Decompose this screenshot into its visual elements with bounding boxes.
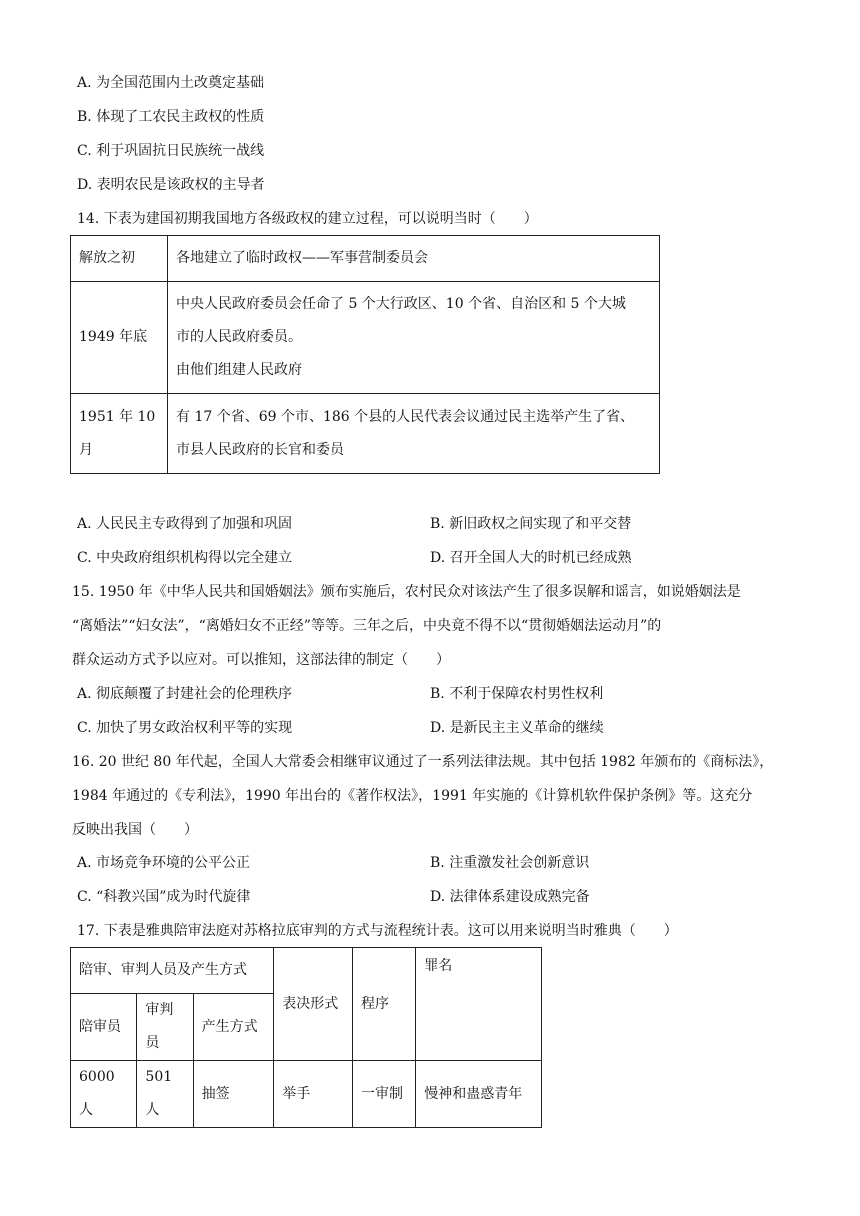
q16-stem-line1: 16. 20 世纪 80 年代起，全国人大常委会相继审议通过了一系列法律法规。其中包括 1982 年颁布的《商标法》， xyxy=(72,754,774,770)
q15-option-d: D. 是新民主主义革命的继续 xyxy=(430,720,604,736)
q17-cell-procedure: 一审制 xyxy=(352,1061,415,1128)
q14-row2-time: 1949 年底 xyxy=(71,282,168,394)
q16-stem-line3: 反映出我国（ ） xyxy=(72,822,198,838)
q16-option-d: D. 法律体系建设成熟完备 xyxy=(430,889,590,905)
q17-cell-method: 抽签 xyxy=(193,1061,274,1128)
q14-row3-line1: 有 17 个省、69 个市、186 个县的人民代表会议通过民主选举产生了省、 xyxy=(176,408,635,425)
q17-sub-judges: 审判员 xyxy=(137,994,193,1061)
q15-option-b: B. 不利于保障农村男性权利 xyxy=(430,686,604,702)
q15-stem-line3: 群众运动方式予以应对。可以推知，这部法律的制定（ ） xyxy=(72,652,450,668)
q16-option-a: A. 市场竞争环境的公平公正 xyxy=(77,855,251,871)
q17-cell-jurors: 6000 人 xyxy=(71,1061,137,1128)
q17-cell-judges: 501 人 xyxy=(137,1061,193,1128)
q14-option-d: D. 召开全国人大的时机已经成熟 xyxy=(430,550,632,566)
q17-stem: 17. 下表是雅典陪审法庭对苏格拉底审判的方式与流程统计表。这可以用来说明当时雅典（ ） xyxy=(77,923,678,939)
q17-col-vote: 表决形式 xyxy=(274,948,353,1061)
q13-option-c: C. 利于巩固抗日民族统一战线 xyxy=(77,143,265,159)
q16-option-c: C. “科教兴国”成为时代旋律 xyxy=(77,889,251,905)
q14-row3-line2: 市县人民政府的长官和委员 xyxy=(176,441,344,458)
q14-row2-line2: 市的人民政府委员。 xyxy=(176,329,302,345)
q14-option-a: A. 人民民主专政得到了加强和巩固 xyxy=(77,516,293,532)
q17-table xyxy=(70,947,542,1128)
q14-row3-time-line2: 月 xyxy=(79,441,93,458)
q14-row1-content: 各地建立了临时政权——军事营制委员会 xyxy=(168,236,660,282)
q14-table xyxy=(70,235,660,474)
q14-row3-content xyxy=(168,394,660,474)
q14-row2-line3: 由他们组建人民政府 xyxy=(176,362,302,378)
q15-option-c: C. 加快了男女政治权利平等的实现 xyxy=(77,720,293,736)
q14-option-b: B. 新旧政权之间实现了和平交替 xyxy=(430,516,632,532)
q14-row2-line1: 中央人民政府委员会任命了 5 个大行政区、10 个省、自治区和 5 个大城 xyxy=(176,296,626,312)
q15-stem-line2: “离婚法”“妇女法”，“离婚妇女不正经”等等。三年之后，中央竟不得不以“贯彻婚姻法运动月”的 xyxy=(72,618,662,634)
q17-sub-jurors: 陪审员 xyxy=(71,994,137,1061)
q17-cell-charge: 慢神和蛊惑青年 xyxy=(416,1061,542,1128)
q14-stem: 14. 下表为建国初期我国地方各级政权的建立过程，可以说明当时（ ） xyxy=(77,211,538,227)
q14-row3-time-line1: 1951 年 10 xyxy=(79,408,156,425)
q15-option-a: A. 彻底颠覆了封建社会的伦理秩序 xyxy=(77,686,293,702)
q13-option-b: B. 体现了工农民主政权的性质 xyxy=(77,109,265,125)
q16-stem-line2: 1984 年通过的《专利法》，1990 年出台的《著作权法》，1991 年实施的《计算机软件保护条例》等。这充分 xyxy=(72,788,753,804)
q17-sub-method: 产生方式 xyxy=(193,994,274,1061)
q14-row1-time: 解放之初 xyxy=(71,236,168,282)
q17-col-procedure: 程序 xyxy=(352,948,415,1061)
q17-group-header: 陪审、审判人员及产生方式 xyxy=(71,948,274,994)
q16-option-b: B. 注重激发社会创新意识 xyxy=(430,855,590,871)
q13-option-d: D. 表明农民是该政权的主导者 xyxy=(77,177,265,193)
q13-option-a: A. 为全国范围内土改奠定基础 xyxy=(77,75,265,91)
q17-cell-vote: 举手 xyxy=(274,1061,353,1128)
q14-row2-content xyxy=(168,282,660,394)
q17-col-charge: 罪名 xyxy=(416,948,542,1061)
q14-row3-time xyxy=(71,394,168,474)
q15-stem-line1: 15. 1950 年《中华人民共和国婚姻法》颁布实施后，农村民众对该法产生了很多误解和谣言，如说婚姻法是 xyxy=(72,584,741,600)
q14-option-c: C. 中央政府组织机构得以完全建立 xyxy=(77,550,293,566)
